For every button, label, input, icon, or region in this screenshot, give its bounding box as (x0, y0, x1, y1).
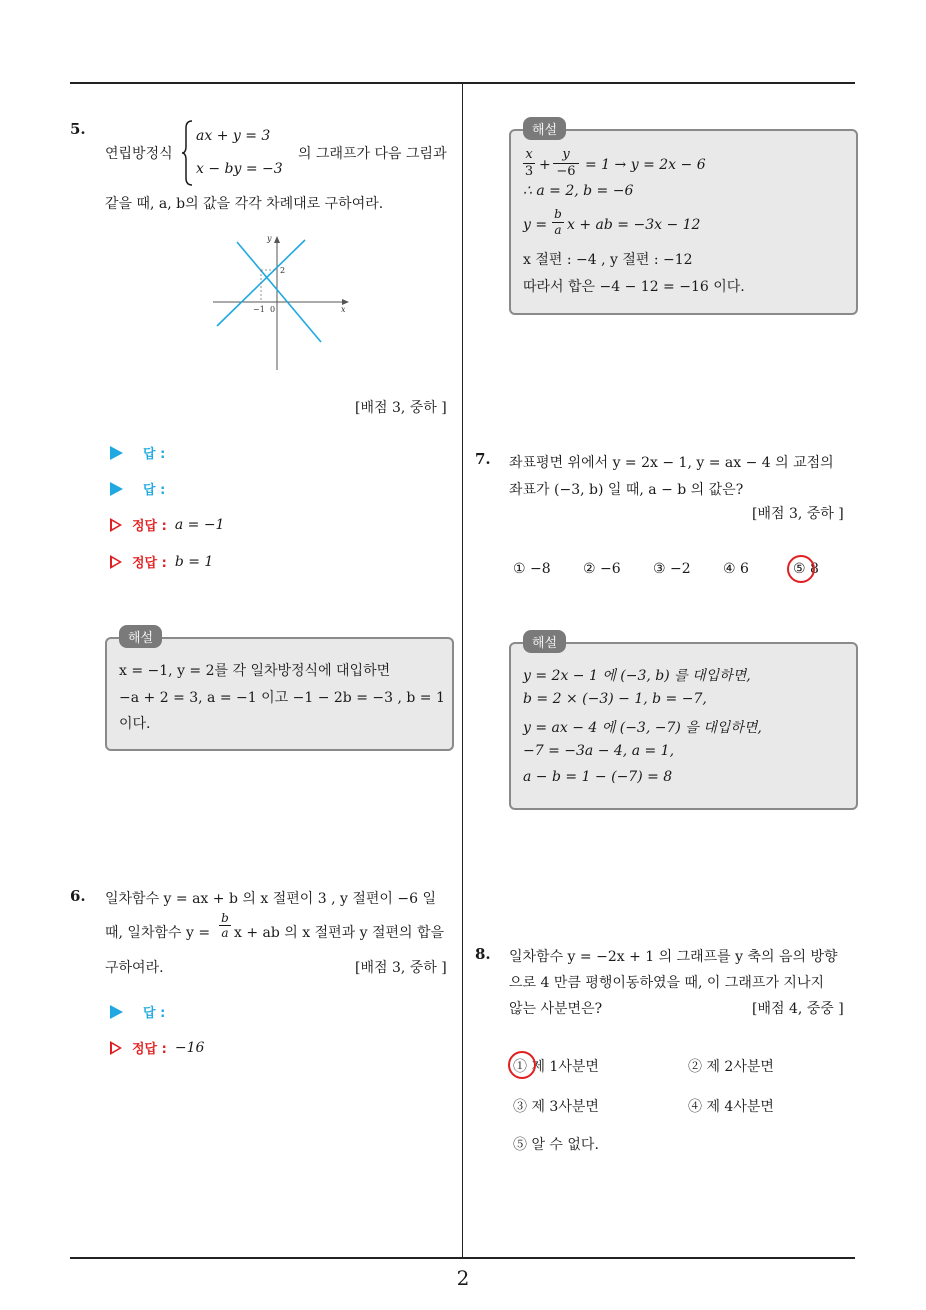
play-icon (110, 482, 123, 496)
solution-line-5: 따라서 합은 −4 − 12 = −16 이다. (523, 279, 745, 295)
solution-line-3: y = ax − 4 에 (−3, −7) 을 대입하면, (523, 720, 762, 736)
q8-choice-2[interactable]: ② 제 2사분면 (688, 1059, 774, 1075)
fraction-x-over-3 (523, 147, 535, 180)
correct-row-2 (110, 552, 213, 571)
q8-choice-4[interactable]: ④ 제 4사분면 (688, 1099, 774, 1115)
question-5-score: [배점 3, 중하 ] (355, 400, 447, 416)
correct-label: 정답 : (132, 556, 167, 571)
q8-choice-1[interactable]: ① 제 1사분면 (513, 1059, 599, 1075)
answer-label: 답 : (143, 447, 166, 462)
solution-line-2: b = 2 × (−3) − 1, b = −7, (523, 691, 707, 707)
origin-label: 0 (270, 305, 276, 314)
solution-line-3a: y = (523, 217, 548, 233)
q7-solution-tag: 해설 (523, 630, 566, 653)
q5-solution-box (105, 637, 454, 751)
question-8-score: [배점 4, 중중 ] (752, 1001, 844, 1017)
q7-solution-box (509, 642, 858, 810)
q5-solution-tag: 해설 (119, 625, 162, 648)
q7-choice-4[interactable]: ④ 6 (723, 561, 749, 577)
tick-two: 2 (280, 266, 286, 275)
x-axis-label: x (341, 305, 346, 314)
question-5-number: 5. (70, 120, 86, 138)
question-8-line-3: 않는 사분면은? (509, 1001, 603, 1017)
correct-label: 정답 : (132, 1042, 167, 1057)
tick-minus-one: −1 (253, 305, 265, 314)
y-axis-arrow (274, 236, 280, 243)
solution-line-1: y = 2x − 1 에 (−3, b) 를 대입하면, (523, 668, 751, 684)
solution-line-2: −a + 2 = 3, a = −1 이고 −1 − 2b = −3 , b = 1 (119, 690, 445, 706)
correct-value: b = 1 (174, 553, 214, 570)
fraction-denominator: 3 (524, 164, 534, 179)
system-brace (181, 120, 193, 186)
outline-play-icon (110, 518, 122, 532)
system-equation-2: x − by = −3 (196, 161, 283, 177)
system-equation-1: ax + y = 3 (196, 128, 271, 144)
question-7-number: 7. (475, 450, 491, 468)
answer-row-2 (110, 479, 165, 498)
q7-choice-2[interactable]: ② −6 (583, 561, 621, 577)
q6-solution-box (509, 129, 858, 315)
q8-choice-5[interactable]: ⑤ 알 수 없다. (513, 1137, 599, 1153)
bottom-rule (70, 1257, 855, 1259)
question-6-line-3: 구하여라. (105, 960, 164, 976)
q6-solution-tag: 해설 (523, 117, 566, 140)
solution-line-1-rest: = 1 → y = 2x − 6 (585, 157, 706, 173)
play-icon (110, 446, 123, 460)
fraction-denominator: a (554, 223, 562, 237)
q6-answer-row (110, 1002, 165, 1021)
fraction-numerator: b (552, 207, 564, 223)
q8-choice-3[interactable]: ③ 제 3사분면 (513, 1099, 599, 1115)
answer-label: 답 : (143, 483, 166, 498)
fraction-numerator: y (553, 147, 579, 164)
solution-line-3b: x + ab = −3x − 12 (567, 217, 701, 233)
plus-sign: + (539, 157, 551, 173)
solution-line-1: x = −1, y = 2를 각 일차방정식에 대입하면 (119, 663, 391, 679)
fraction-denominator: a (221, 926, 229, 940)
q8-selected-mark (508, 1051, 536, 1079)
solution-line-3: 이다. (119, 716, 151, 732)
question-8-line-2: 으로 4 만큼 평행이동하였을 때, 이 그래프가 지나지 (509, 975, 824, 991)
page-number: 2 (456, 1266, 470, 1290)
question-8-line-1: 일차함수 y = −2x + 1 의 그래프를 y 축의 음의 방향 (509, 949, 838, 965)
q7-choice-1[interactable]: ① −8 (513, 561, 551, 577)
outline-play-icon (110, 555, 122, 569)
question-5-intro: 연립방정식 (105, 146, 173, 162)
question-5-graph (205, 228, 355, 374)
y-axis-label: y (267, 234, 272, 243)
fraction-b-over-a (552, 207, 564, 238)
solution-line-2: ∴ a = 2, b = −6 (523, 183, 634, 199)
q7-choice-3[interactable]: ③ −2 (653, 561, 691, 577)
question-6-score: [배점 3, 중하 ] (355, 960, 447, 976)
q7-choice-5[interactable]: ⑤ 8 (793, 561, 819, 577)
fraction-b-over-a (219, 911, 231, 940)
fraction-numerator: b (219, 911, 231, 926)
fraction-numerator: x (523, 147, 535, 164)
question-5-after-system: 의 그래프가 다음 그림과 (298, 146, 447, 162)
question-7-line-1: 좌표평면 위에서 y = 2x − 1, y = ax − 4 의 교점의 (509, 455, 834, 471)
column-divider (462, 84, 463, 1257)
solution-line-4: −7 = −3a − 4, a = 1, (523, 743, 675, 759)
outline-play-icon (110, 1041, 122, 1055)
question-5-line-2: 같을 때, a, b의 값을 각각 차례대로 구하여라. (105, 196, 384, 212)
correct-value: −16 (174, 1039, 205, 1056)
correct-value: a = −1 (174, 516, 225, 533)
fraction-y-over-minus6 (553, 147, 579, 180)
question-8-number: 8. (475, 945, 491, 963)
correct-label: 정답 : (132, 519, 167, 534)
fraction-denominator: −6 (556, 164, 576, 179)
play-icon (110, 1005, 123, 1019)
solution-line-5: a − b = 1 − (−7) = 8 (523, 769, 673, 785)
q7-selected-mark (787, 555, 815, 583)
solution-line-4: x 절편 : −4 , y 절편 : −12 (523, 252, 693, 268)
question-6-line-1: 일차함수 y = ax + b 의 x 절편이 3 , y 절편이 −6 일 (105, 891, 436, 907)
question-6-line-2b: x + ab 의 x 절편과 y 절편의 합을 (234, 925, 445, 941)
question-6-number: 6. (70, 887, 86, 905)
question-7-score: [배점 3, 중하 ] (752, 506, 844, 522)
answer-row-1 (110, 443, 165, 462)
question-7-line-2: 좌표가 (−3, b) 일 때, a − b 의 값은? (509, 482, 744, 498)
answer-label: 답 : (143, 1006, 166, 1021)
question-6-line-2a: 때, 일차함수 y = (105, 925, 211, 941)
q6-correct-row (110, 1038, 204, 1057)
graph-line-2 (237, 242, 321, 342)
correct-row-1 (110, 515, 224, 534)
